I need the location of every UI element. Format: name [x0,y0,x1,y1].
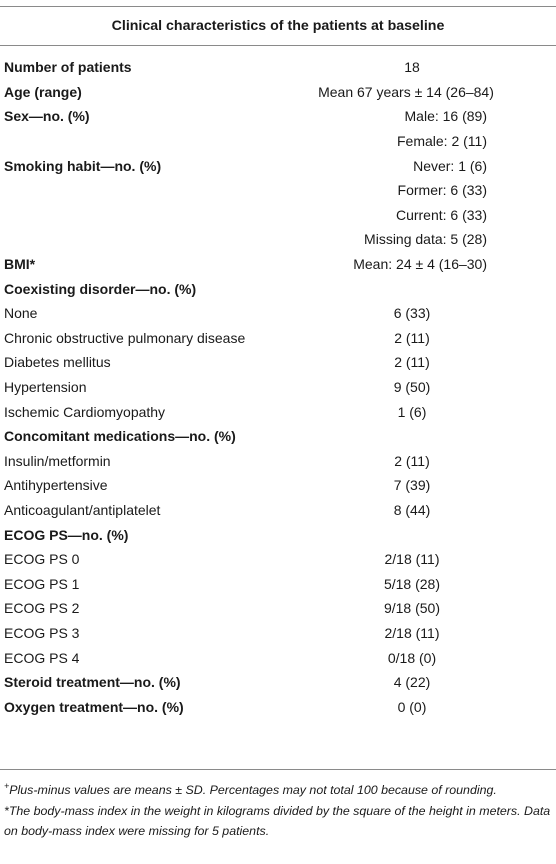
row-value: 5/18 (28) [383,575,441,592]
row-value: 2 (11) [394,452,430,469]
row-label: Oxygen treatment—no. (%) [4,698,184,715]
table-row [0,104,556,129]
table-row [0,55,556,80]
row-value: 2/18 (11) [384,624,440,641]
row-label: ECOG PS 2 [4,600,80,617]
row-value: Missing data: 5 (28) [364,231,487,248]
row-label: Chronic obstructive pulmonary disease [4,329,246,346]
table-row [0,694,556,719]
row-value: Mean 67 years ± 14 (26–84) [318,83,494,100]
table-row [0,547,556,572]
row-value: Current: 6 (33) [395,206,487,223]
table-title: Clinical characteristics of the patients at baseline [111,18,445,34]
row-value: Male: 16 (89) [404,108,487,125]
footnote-1-marker: + [4,781,10,791]
row-label: ECOG PS 4 [4,649,80,666]
row-label: ECOG PS—no. (%) [4,526,129,543]
row-label: Smoking habit—no. (%) [4,157,162,174]
row-value: 0/18 (0) [387,649,437,666]
table-row [0,522,556,547]
row-value: 8 (44) [393,501,431,518]
footnote-2: *The body-mass index in the weight in kilograms divided by the square of the height in meters. Data on body-mass index were missing for 5 patients. [4,804,551,839]
row-value: 4 (22) [393,674,431,691]
row-label: Age (range) [4,83,82,100]
table-row [0,498,556,523]
row-label: ECOG PS 3 [4,624,80,641]
row-label: ECOG PS 1 [4,575,80,592]
table-row [0,571,556,596]
row-value: Female: 2 (11) [397,133,487,150]
footnotes [0,776,556,842]
row-label: Anticoagulant/antiplatelet [4,501,161,518]
row-value: Former: 6 (33) [397,182,487,199]
footnote-1 [4,776,552,800]
row-label: Coexisting disorder—no. (%) [4,280,197,297]
table-row [0,227,556,252]
row-value: 7 (39) [393,477,431,494]
row-value: 0 (0) [397,698,427,715]
row-value: 9/18 (50) [383,600,441,617]
table-row [0,301,556,326]
table-row [0,80,556,105]
row-label: Concomitant medications—no. (%) [4,428,236,445]
table-body [0,55,556,719]
row-label: Ischemic Cardiomyopathy [4,403,166,420]
row-label: Steroid treatment—no. (%) [4,674,181,691]
bottom-rule [0,769,556,770]
table-row [0,424,556,449]
row-label: Diabetes mellitus [4,354,111,371]
row-value: 18 [404,59,420,76]
row-label: Antihypertensive [4,477,108,494]
table-row [0,449,556,474]
table-row [0,252,556,277]
table-row [0,670,556,695]
table-row [0,276,556,301]
table-row [0,178,556,203]
table-row [0,473,556,498]
table-row [0,326,556,351]
table-row [0,645,556,670]
row-value: Never: 1 (6) [413,157,487,174]
table-row [0,375,556,400]
row-label: Hypertension [4,379,87,396]
footnote-1-text: Plus-minus values are means ± SD. Percentages may not total 100 because of rounding. [9,783,497,798]
row-value: 9 (50) [393,379,431,396]
row-label: BMI* [4,256,36,273]
table-row [0,129,556,154]
row-value: 2 (11) [394,329,430,346]
row-label: None [4,305,38,322]
row-label: Sex—no. (%) [4,108,90,125]
table-row [0,350,556,375]
table-row [0,621,556,646]
title-rule [0,45,556,46]
row-label: ECOG PS 0 [4,551,80,568]
table-row [0,596,556,621]
row-value: 1 (6) [397,403,427,420]
row-value: Mean: 24 ± 4 (16–30) [353,256,487,273]
table-row [0,399,556,424]
table-row [0,203,556,228]
row-value: 6 (33) [393,305,431,322]
row-label: Number of patients [4,59,132,76]
table-row [0,153,556,178]
row-value: 2/18 (11) [384,551,440,568]
row-label: Insulin/metformin [4,452,111,469]
row-value: 2 (11) [394,354,430,371]
